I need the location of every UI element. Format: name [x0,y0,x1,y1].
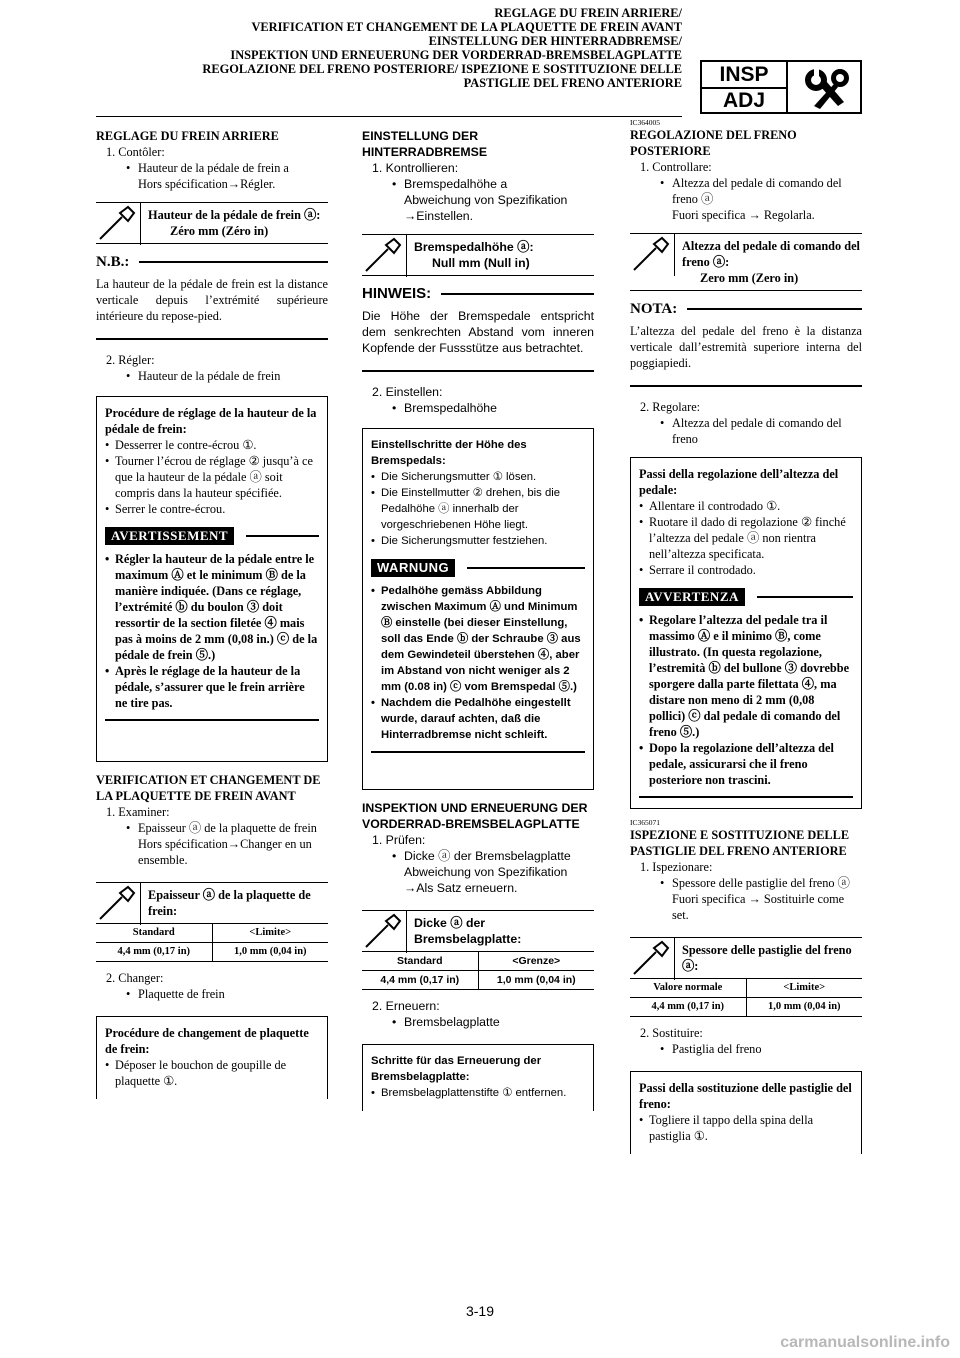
spec-header: <Limite> [746,979,862,998]
bullet-detail: Fuori specifica → Regolarla. [672,208,815,222]
bullet: • Plaquette de frein [96,986,328,1002]
section-title: REGLAGE DU FREIN ARRIERE [96,129,279,143]
spec-box [630,937,862,1017]
spec-box [96,882,328,962]
spec-value: 4,4 mm (0,17 in) [96,943,212,962]
warning-item: • Dopo la regolazione dell’altezza del pedale, assicurarsi che il freno posteriore non trascini. [639,740,853,788]
column-french [96,128,328,1109]
column-german [362,128,594,1121]
bullet-detail: Fuori specifica → Sostituirle come set. [672,892,845,922]
spec-box [362,910,594,990]
wrench-spec-icon [362,911,407,953]
note-end-rule [362,370,594,372]
section-title: EINSTELLUNG DER HINTERRADBREMSE [362,129,488,159]
page-header [122,6,682,90]
procedure-box [362,1044,594,1111]
wrench-spec-icon [630,938,675,980]
header-line: EINSTELLUNG DER HINTERRADBREMSE/ [428,34,682,48]
spec-value: 1,0 mm (0,04 in) [746,998,862,1017]
step: 2. Changer: [106,971,164,985]
spec-box [362,234,594,276]
note-text: L’altezza del pedale del freno è la distanza verticale dall’estremità superiore interna del poggiapiedi. [630,324,862,370]
procedure-box [96,1016,328,1099]
warning-header [371,559,585,577]
procedure-box [96,396,328,762]
procedure-title: Einstellschritte der Höhe des Bremspedals: [371,439,527,467]
step: 2. Erneuern: [372,999,440,1013]
procedure-item: • Die Sicherungsmutter ① lösen. [371,469,585,485]
spec-value: 1,0 mm (0,04 in) [478,971,594,990]
procedure-item: • Desserrer le contre-écrou ①. [105,437,319,453]
section-title: REGOLAZIONE DEL FRENO POSTERIORE [630,128,797,158]
warning-header [639,588,853,606]
warning-label: AVVERTENZA [639,588,745,606]
bullet: • Epaisseur ⓐ de la plaquette de frein [96,820,328,836]
bullet-detail: Hors spécification→Changer en un ensemble. [138,837,312,867]
watermark: carmanualsonline.info [780,1334,950,1351]
spec-header: Standard [362,952,478,971]
step: 1. Controllare: [640,160,712,174]
procedure-item: • Ruotare il dado di regolazione ② finché l’altezza del pedale ⓐ non rientra nell’altezza specificata. [639,514,853,562]
spec-label: Altezza del pedale di comando del freno ⓐ: [682,239,860,269]
spec-label: Epaisseur ⓐ de la plaquette de frein: [148,888,311,918]
procedure-item: • Die Einstellmutter ② drehen, bis die Pedalhöhe ⓐ innerhalb der vorgeschriebenen Höhe liegt. [371,485,585,533]
procedure-item: • Tourner l’écrou de réglage ② jusqu’à ce que la hauteur de la pédale ⓐ soit compris dans la hauteur spécifiée. [105,453,319,501]
wrench-spec-icon [96,883,141,925]
warning-item: • Après le réglage de la hauteur de la pédale, s’assurer que le frein arrière ne tire pas. [105,663,319,711]
procedure-box [630,1071,862,1154]
step: 1. Contôler: [106,145,165,159]
procedure-box [362,428,594,790]
warning-label: WARNUNG [371,559,455,577]
warning-item: • Régler la hauteur de la pédale entre le maximum Ⓐ et le minimum Ⓑ de la manière indiquée. (Dans ce réglage, l’extrémité ⓑ du boulon ③ doit ressortir de la section filetée ④ mais pas à moins de 2 mm (0,08 in.) ⓒ de la pédale de frein ⑤.) [105,551,319,663]
wrench-spec-icon [630,234,675,276]
bullet: • Hauteur de la pédale de frein a [96,160,328,176]
step: 1. Prüfen: [372,833,426,847]
note-title: N.B.: [96,254,130,270]
spec-label: Bremspedalhöhe ⓐ: [414,240,534,254]
step: 2. Regolare: [640,400,701,414]
note-text: La hauteur de la pédale de frein est la distance verticale depuis l’extrémité supérieure intérieure du repose-pied. [96,277,328,323]
header-line: REGOLAZIONE DEL FRENO POSTERIORE/ ISPEZIONE E SOSTITUZIONE DELLE [202,62,682,76]
spec-label: Dicke ⓐ der Bremsbelagplatte: [414,916,522,946]
section-title: INSPEKTION UND ERNEUERUNG DER VORDERRAD-BREMSBELAGPLATTE [362,801,588,831]
note-end-rule [96,338,328,340]
warning-item: • Pedalhöhe gemäss Abbildung zwischen Maximum Ⓐ und Minimum Ⓑ einstelle (bei dieser Einstellung, soll das Ende ⓑ der Schraube ③ aus dem Gewindeteil überstehen ④, aber im Abstand von nicht weniger als 2 mm (0.08 in) ⓒ vom Bremspedal ⑤.) [371,583,585,695]
spec-header: Valore normale [630,979,746,998]
section-code: IC365071 [630,818,660,827]
spec-header: Standard [96,924,212,943]
spec-box [96,202,328,244]
section-code: IC364005 [630,118,660,127]
spec-header: <Grenze> [478,952,594,971]
section-title: VERIFICATION ET CHANGEMENT DE LA PLAQUETTE DE FREIN AVANT [96,773,321,803]
procedure-item: • Serrer le contre-écrou. [105,501,319,517]
spec-value: Zero mm (Zero in) [700,271,799,285]
procedure-title: Procédure de changement de plaquette de frein: [105,1026,309,1056]
bullet: • Bremsbelagplatte [362,1014,594,1030]
warning-end-rule [639,796,853,798]
procedure-item: • Bremsbelagplattenstifte ① entfernen. [371,1085,585,1101]
spec-value: Null mm (Null in) [432,256,530,270]
step: 1. Examiner: [106,805,170,819]
note-title: HINWEIS: [362,285,432,302]
procedure-item: • Déposer le bouchon de goupille de plaquette ①. [105,1057,319,1089]
step: 2. Régler: [106,353,155,367]
procedure-item: • Serrare il controdado. [639,562,853,578]
column-italian [630,119,862,1164]
procedure-title: Passi della sostituzione delle pastiglie del freno: [639,1081,852,1111]
step: 1. Ispezionare: [640,860,713,874]
spec-label: Spessore delle pastiglie del freno ⓐ: [682,943,852,973]
wrench-icon [798,66,856,110]
procedure-item: • Togliere il tappo della spina della pastiglia ①. [639,1112,853,1144]
section-title: ISPEZIONE E SOSTITUZIONE DELLE PASTIGLIE DEL FRENO ANTERIORE [630,828,850,858]
procedure-item: • Die Sicherungsmutter festziehen. [371,533,585,549]
page-number: 3-19 [465,1303,495,1319]
warning-item: • Regolare l’altezza del pedale tra il massimo Ⓐ e il minimo Ⓑ, come illustrato. (In questa regolazione, l’estremità ⓑ del bullone ③ dovrebbe sporgere dalla parte filettata ④, ma distare non meno di 2 mm (0,08 pollici) ⓒ dal pedale di comando del freno ⑤.) [639,612,853,740]
header-line: VERIFICATION ET CHANGEMENT DE LA PLAQUETTE DE FREIN AVANT [251,20,682,34]
wrench-spec-icon [96,203,141,245]
procedure-item: • Allentare il controdado ①. [639,498,853,514]
badge-insp: INSP [702,62,788,89]
header-line: INSPEKTION UND ERNEUERUNG DER VORDERRAD-BREMSBELAGPLATTE [230,48,682,62]
step: 1. Kontrollieren: [372,161,459,175]
bullet-detail: Hors spécification→Régler. [138,177,276,191]
step: 2. Einstellen: [372,385,443,399]
warning-label: AVERTISSEMENT [105,527,234,545]
spec-label: Hauteur de la pédale de frein ⓐ: [148,208,321,222]
bullet-detail: Abweichung von Spezifikation →Einstellen. [404,193,568,223]
bullet: • Altezza del pedale di comando del freno ⓐ [630,175,862,207]
step: 2. Sostituire: [640,1026,703,1040]
warning-item: • Nachdem die Pedalhöhe eingestellt wurde, darauf achten, daß die Hinterradbremse nicht schleift. [371,695,585,743]
bullet: • Dicke ⓐ der Bremsbelagplatte [362,848,594,864]
bullet: • Hauteur de la pédale de frein [96,368,328,384]
header-line: PASTIGLIE DEL FRENO ANTERIORE [463,76,682,90]
bullet: • Bremspedalhöhe a [362,176,594,192]
spec-box [630,233,862,291]
bullet-detail: Abweichung von Spezifikation →Als Satz erneuern. [404,865,568,895]
note-text: Die Höhe der Bremspedale entspricht dem senkrechten Abstand vom inneren Kopfende der Fussstütze aus betrachtet. [362,309,594,355]
spec-value: 4,4 mm (0,17 in) [630,998,746,1017]
bullet: • Altezza del pedale di comando del freno [630,415,862,447]
section-badge [700,60,862,114]
bullet: • Bremspedalhöhe [362,400,594,416]
warning-header [105,527,319,545]
header-rule [96,116,682,117]
badge-adj: ADJ [702,89,788,113]
spec-header: <Limite> [212,924,328,943]
header-line: REGLAGE DU FREIN ARRIERE/ [494,6,682,20]
spec-value: Zéro mm (Zéro in) [170,224,269,238]
spec-value: 4,4 mm (0,17 in) [362,971,478,990]
procedure-title: Schritte für das Erneuerung der Bremsbelagplatte: [371,1055,542,1083]
bullet: • Spessore delle pastiglie del freno ⓐ [630,875,862,891]
procedure-title: Passi della regolazione dell’altezza del pedale: [639,467,839,497]
wrench-spec-icon [362,235,407,277]
note-title: NOTA: [630,301,678,317]
spec-value: 1,0 mm (0,04 in) [212,943,328,962]
note-end-rule [630,385,862,387]
procedure-box [630,457,862,809]
procedure-title: Procédure de réglage de la hauteur de la pédale de frein: [105,406,317,436]
bullet: • Pastiglia del freno [630,1041,862,1057]
